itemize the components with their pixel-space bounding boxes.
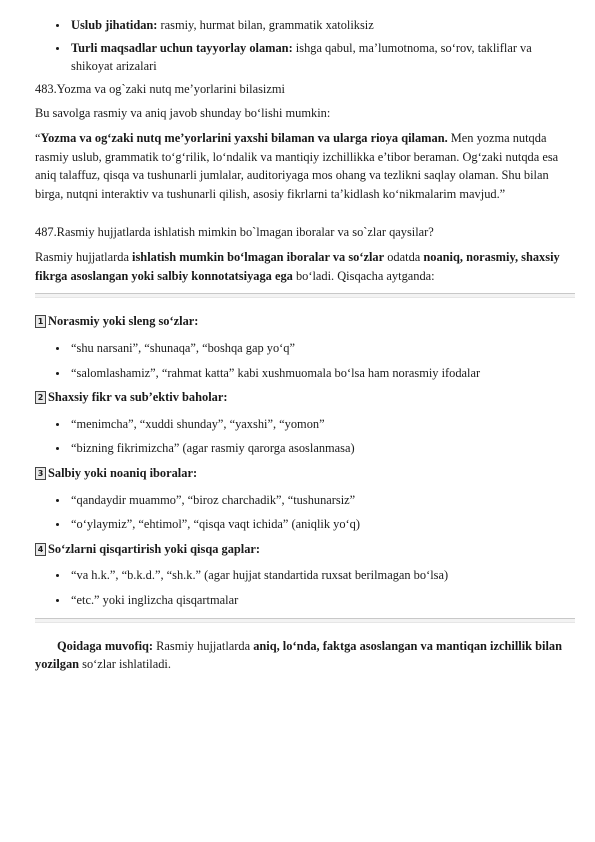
section-title: Shaxsiy fikr va sub’ektiv baholar: <box>48 390 228 405</box>
text-run: Rasmiy hujjatlarda <box>35 250 133 265</box>
list-item: “bizning fikrimizcha” (agar rasmiy qarorga asoslanmasa) <box>35 439 575 458</box>
section-1 <box>35 312 575 382</box>
section-3 <box>35 464 575 534</box>
section-title: Salbiy yoki noaniq iboralar: <box>48 465 198 480</box>
conclusion-paragraph <box>35 637 575 674</box>
item-text: ishga qabul, ma’lumotnoma, so‘rov, takliflar va shikoyat arizalari <box>71 40 532 74</box>
section-4 <box>35 540 575 610</box>
conclusion-label: Qoidaga muvofiq: <box>57 638 154 653</box>
question-487: 487.Rasmiy hujjatlarda ishlatish mimkin bo`lmagan iboralar va so`zlar qaysilar? <box>35 225 434 240</box>
divider <box>35 293 575 298</box>
number-box-icon: 1 <box>35 315 46 328</box>
section-list <box>35 415 575 458</box>
open-quote: “ <box>35 131 41 146</box>
section-heading <box>35 388 575 407</box>
top-bullet-list <box>35 16 575 76</box>
section-title: Norasmiy yoki sleng so‘zlar: <box>48 314 199 329</box>
text-run: Rasmiy hujjatlarda <box>153 638 254 653</box>
bold-run: ishlatish mumkin bo‘lmagan iboralar va so‘zlar <box>132 250 385 265</box>
number-box-icon: 2 <box>35 391 46 404</box>
item-text: rasmiy, hurmat bilan, grammatik xatoliksiz <box>157 18 374 32</box>
text-run: so‘zlar ishlatiladi. <box>79 657 171 672</box>
answer-paragraph <box>35 129 575 203</box>
list-item: “salomlashamiz”, “rahmat katta” kabi xushmuomala bo‘lsa ham norasmiy ifodalar <box>35 364 575 383</box>
answer-text: Men yozma nutqda rasmiy uslub, grammatik to‘g‘rilik, lo‘ndalik va mantiqiy izchillikka e’tibor beraman. Og‘zaki nutqda esa aniq talaffuz, qisqa va tushunarli jumlalar, auditoriyaga mos ohang va tezlikni saqlay olaman. Shu bilan birga, nutqni interaktiv va tushunarli qilish, asosiy fikrlarni ta’kidlash ko‘nikmalarim mavjud.” <box>35 131 559 201</box>
list-item: “qandaydir muammo”, “biroz charchadik”, “tushunarsiz” <box>35 491 575 510</box>
bold-run: noaniq, norasmiy, shaxsiy fikrga asoslangan yoki salbiy konnotatsiyaga ega <box>35 250 560 283</box>
text-run: bo‘ladi. Qisqacha aytganda: <box>292 268 435 283</box>
section-list <box>35 566 575 609</box>
item-bold-label: Turli maqsadlar uchun tayyorlay olaman: <box>71 40 293 55</box>
text-run: odatda <box>384 250 424 265</box>
number-box-icon: 3 <box>35 467 46 480</box>
list-item: “va h.k.”, “b.k.d.”, “sh.k.” (agar hujjat standartida ruxsat berilmagan bo‘lsa) <box>35 566 575 585</box>
section-heading <box>35 540 575 559</box>
divider <box>35 618 575 623</box>
list-item: “o‘ylaymiz”, “ehtimol”, “qisqa vaqt ichida” (aniqlik yo‘q) <box>35 515 575 534</box>
list-item <box>35 39 575 76</box>
list-item: “etc.” yoki inglizcha qisqartmalar <box>35 591 575 610</box>
question-483: 483.Yozma va og`zaki nutq me’yorlarini bilasizmi <box>35 81 285 96</box>
list-item: “menimcha”, “xuddi shunday”, “yaxshi”, “yomon” <box>35 415 575 434</box>
bold-run: aniq, lo‘nda, faktga asoslangan va mantiqan izchillik bilan yozilgan <box>35 638 563 672</box>
item-bold-label: Uslub jihatidan: <box>71 18 158 32</box>
list-item <box>35 16 575 35</box>
section-2 <box>35 388 575 458</box>
answer-487-paragraph <box>35 248 575 285</box>
answer-bold: Yozma va og‘zaki nutq me’yorlarini yaxshi bilaman va ularga rioya qilaman. <box>40 131 448 146</box>
answer-intro: Bu savolga rasmiy va aniq javob shunday bo‘lishi mumkin: <box>35 106 331 121</box>
section-heading <box>35 464 575 483</box>
section-heading <box>35 312 575 331</box>
section-title: So‘zlarni qisqartirish yoki qisqa gaplar: <box>48 541 261 556</box>
number-box-icon: 4 <box>35 543 46 556</box>
spacer <box>35 209 575 223</box>
document-page <box>35 16 575 680</box>
list-item: “shu narsani”, “shunaqa”, “boshqa gap yo‘q” <box>35 339 575 358</box>
section-list <box>35 491 575 534</box>
section-list <box>35 339 575 382</box>
